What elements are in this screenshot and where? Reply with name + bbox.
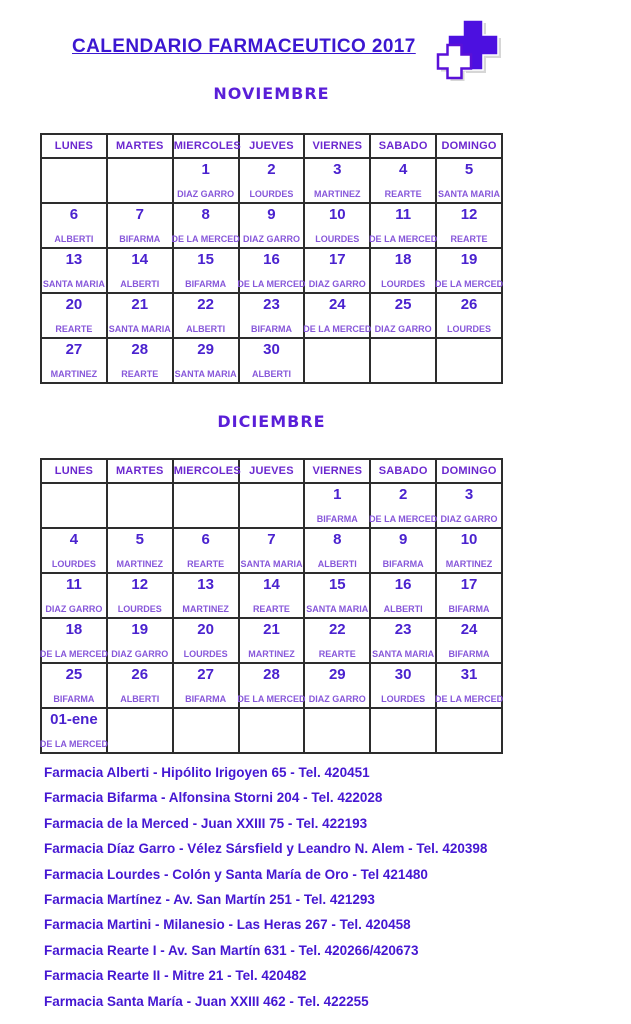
calendar-cell <box>41 203 107 248</box>
pharmacy-name: BIFARMA <box>316 514 358 524</box>
calendar-cell <box>107 293 173 338</box>
weekday-header: JUEVES <box>239 134 305 158</box>
calendar-cell <box>41 528 107 573</box>
calendar-cell <box>239 293 305 338</box>
pharmacy-name: REARTE <box>121 369 159 379</box>
day-number: 01-ene <box>50 711 98 728</box>
calendar-cell <box>107 338 173 383</box>
calendar-cell <box>107 483 173 528</box>
directory-entry: Farmacia Díaz Garro - Vélez Sársfield y Leandro N. Alem - Tel. 420398 <box>44 841 488 857</box>
pharmacy-cross-icon <box>430 12 502 89</box>
pharmacy-name: DE LA MERCED <box>39 649 109 659</box>
calendar-cell <box>436 573 502 618</box>
calendar-cell <box>107 158 173 203</box>
pharmacy-name: LOURDES <box>183 649 228 659</box>
day-number: 15 <box>197 251 214 268</box>
calendar-cell <box>436 618 502 663</box>
directory-entry: Farmacia Rearte II - Mitre 21 - Tel. 420482 <box>44 968 307 984</box>
pharmacy-name: DIAZ GARRO <box>177 189 235 199</box>
day-number: 4 <box>398 161 408 178</box>
day-number: 15 <box>328 576 346 593</box>
calendar-cell <box>370 203 436 248</box>
pharmacy-name: SANTA MARIA <box>108 324 171 334</box>
day-number: 28 <box>263 666 280 683</box>
calendar-table-noviembre <box>40 133 503 384</box>
pharmacy-name: ALBERTI <box>186 324 226 334</box>
day-number: 5 <box>464 161 474 178</box>
calendar-cell <box>304 248 370 293</box>
calendar-cell <box>436 248 502 293</box>
calendar-cell <box>173 203 239 248</box>
calendar-cell <box>370 573 436 618</box>
pharmacy-name: SANTA MARIA <box>306 604 369 614</box>
month-title-noviembre: NOVIEMBRE <box>213 84 330 103</box>
calendar-cell <box>173 338 239 383</box>
calendar-cell <box>304 483 370 528</box>
day-number: 26 <box>131 666 149 683</box>
pharmacy-name: DE LA MERCED <box>369 514 438 524</box>
calendar-cell <box>41 338 107 383</box>
pharmacy-name: DIAZ GARRO <box>45 604 103 614</box>
day-number: 29 <box>197 341 214 358</box>
day-number: 4 <box>69 531 79 548</box>
day-number: 11 <box>395 206 412 223</box>
day-number: 30 <box>263 341 280 358</box>
day-number: 24 <box>460 621 478 638</box>
calendar-cell <box>370 338 436 383</box>
day-number: 3 <box>333 161 342 178</box>
pharmacy-name: BIFARMA <box>119 234 161 244</box>
calendar-cell <box>239 708 305 753</box>
weekday-header: VIERNES <box>304 134 370 158</box>
pharmacy-name: REARTE <box>450 234 488 244</box>
pharmacy-name: BIFARMA <box>185 694 227 704</box>
day-number: 23 <box>394 621 412 638</box>
day-number: 23 <box>263 296 280 313</box>
day-number: 8 <box>333 531 342 548</box>
weekday-header: MIERCOLES <box>173 134 239 158</box>
calendar-cell <box>107 573 173 618</box>
calendar-cell <box>41 708 107 753</box>
calendar-cell <box>436 708 502 753</box>
calendar-cell <box>41 293 107 338</box>
pharmacy-name: ALBERTI <box>120 279 160 289</box>
day-number: 25 <box>65 666 83 683</box>
calendar-cell <box>41 158 107 203</box>
calendar-cell <box>436 528 502 573</box>
pharmacy-name: MARTINEZ <box>50 369 98 379</box>
pharmacy-name: REARTE <box>384 189 422 199</box>
day-number: 6 <box>69 206 79 223</box>
pharmacy-name: DE LA MERCED <box>434 279 504 289</box>
calendar-cell <box>304 573 370 618</box>
pharmacy-name: BIFARMA <box>53 694 95 704</box>
calendar-cell <box>173 573 239 618</box>
calendar-cell <box>41 248 107 293</box>
directory-entry: Farmacia Bifarma - Alfonsina Storni 204 - Tel. 422028 <box>44 790 383 806</box>
weekday-header: DOMINGO <box>436 459 502 483</box>
calendar-cell <box>173 618 239 663</box>
calendar-cell <box>107 618 173 663</box>
pharmacy-name: DIAZ GARRO <box>308 694 366 704</box>
month-title-diciembre: DICIEMBRE <box>217 412 326 431</box>
pharmacy-name: MARTINEZ <box>182 604 229 614</box>
day-number: 21 <box>263 621 280 638</box>
day-number: 13 <box>65 251 83 268</box>
calendar-cell <box>436 338 502 383</box>
day-number: 31 <box>460 666 478 683</box>
directory-entry: Farmacia Lourdes - Colón y Santa María de Oro - Tel 421480 <box>44 866 428 882</box>
day-number: 25 <box>394 296 412 313</box>
pharmacy-name: DIAZ GARRO <box>242 234 300 244</box>
day-number: 12 <box>131 576 149 593</box>
calendar-cell <box>436 483 502 528</box>
pharmacy-name: DE LA MERCED <box>303 324 372 334</box>
pharmacy-name: LOURDES <box>249 189 294 199</box>
calendar-cell <box>239 158 305 203</box>
weekday-header: SABADO <box>370 134 436 158</box>
calendar-cell <box>41 618 107 663</box>
pharmacy-name: BIFARMA <box>250 324 292 334</box>
weekday-header: MIERCOLES <box>173 459 239 483</box>
day-number: 18 <box>394 251 412 268</box>
pharmacy-name: LOURDES <box>447 324 492 334</box>
calendar-cell <box>173 708 239 753</box>
directory-entry: Farmacia de la Merced - Juan XXIII 75 - Tel. 422193 <box>44 815 368 831</box>
pharmacy-name: DIAZ GARRO <box>111 649 169 659</box>
day-number: 24 <box>328 296 346 313</box>
day-number: 17 <box>460 576 478 593</box>
calendar-cell <box>304 158 370 203</box>
day-number: 5 <box>135 531 144 548</box>
pharmacy-name: BIFARMA <box>448 649 490 659</box>
day-number: 9 <box>267 206 276 223</box>
calendar-cell <box>436 663 502 708</box>
pharmacy-name: DE LA MERCED <box>369 234 438 244</box>
day-number: 16 <box>263 251 280 268</box>
day-number: 17 <box>328 251 346 268</box>
directory-entry: Farmacia Alberti - Hipólito Irigoyen 65 - Tel. 420451 <box>44 765 370 780</box>
calendar-cell <box>239 573 305 618</box>
calendar-cell <box>370 483 436 528</box>
pharmacy-name: ALBERTI <box>120 694 160 704</box>
calendar-cell <box>370 528 436 573</box>
calendar-cell <box>304 338 370 383</box>
pharmacy-name: DE LA MERCED <box>39 739 109 749</box>
day-number: 1 <box>201 161 210 178</box>
calendar-cell <box>436 293 502 338</box>
day-number: 21 <box>131 296 149 313</box>
calendar-cell <box>173 483 239 528</box>
pharmacy-name: ALBERTI <box>383 604 423 614</box>
day-number: 26 <box>460 296 478 313</box>
calendar-cell <box>239 663 305 708</box>
day-number: 29 <box>328 666 346 683</box>
calendar-cell <box>370 663 436 708</box>
pharmacy-name: ALBERTI <box>251 369 291 379</box>
day-number: 6 <box>201 531 210 548</box>
day-number: 16 <box>394 576 412 593</box>
pharmacy-name: BIFARMA <box>448 604 490 614</box>
weekday-header: DOMINGO <box>436 134 502 158</box>
calendar-cell <box>304 663 370 708</box>
day-number: 10 <box>460 531 478 548</box>
calendar-cell <box>239 203 305 248</box>
weekday-header: SABADO <box>370 459 436 483</box>
directory-entry: Farmacia Rearte I - Av. San Martín 631 - Tel. 420266/420673 <box>44 942 419 958</box>
pharmacy-name: ALBERTI <box>317 559 357 569</box>
day-number: 19 <box>131 621 149 638</box>
directory-entry: Farmacia Martínez - Av. San Martín 251 - Tel. 421293 <box>44 892 375 908</box>
pharmacy-name: REARTE <box>318 649 356 659</box>
pharmacy-name: SANTA MARIA <box>438 189 501 199</box>
day-number: 22 <box>197 296 214 313</box>
directory-entry: Farmacia Martini - Milanesio - Las Heras 267 - Tel. 420458 <box>44 917 411 933</box>
calendar-cell <box>107 528 173 573</box>
day-number: 27 <box>65 341 83 358</box>
day-number: 1 <box>333 486 342 503</box>
calendar-cell <box>173 158 239 203</box>
pharmacy-name: LOURDES <box>51 559 96 569</box>
day-number: 27 <box>197 666 214 683</box>
pharmacy-name: DE LA MERCED <box>171 234 240 244</box>
calendar-cell <box>436 203 502 248</box>
pharmacy-name: MARTINEZ <box>116 559 164 569</box>
day-number: 2 <box>398 486 408 503</box>
pharmacy-name: DIAZ GARRO <box>308 279 366 289</box>
day-number: 2 <box>267 161 276 178</box>
calendar-cell <box>436 158 502 203</box>
calendar-cell <box>41 483 107 528</box>
day-number: 12 <box>460 206 478 223</box>
calendar-cell <box>41 663 107 708</box>
day-number: 19 <box>460 251 478 268</box>
pharmacy-name: DIAZ GARRO <box>374 324 432 334</box>
pharmacy-name: SANTA MARIA <box>372 649 435 659</box>
calendar-cell <box>107 248 173 293</box>
calendar-cell <box>304 528 370 573</box>
pharmacy-name: REARTE <box>55 324 93 334</box>
calendar-cell <box>370 158 436 203</box>
calendar-cell <box>107 203 173 248</box>
day-number: 14 <box>131 251 149 268</box>
calendar-cell <box>173 663 239 708</box>
pharmacy-directory <box>44 760 625 1014</box>
day-number: 3 <box>464 486 474 503</box>
pharmacy-name: SANTA MARIA <box>240 559 303 569</box>
calendar-cell <box>304 708 370 753</box>
weekday-header: JUEVES <box>239 459 305 483</box>
day-number: 7 <box>267 531 276 548</box>
calendar-cell <box>370 708 436 753</box>
calendar-cell <box>239 338 305 383</box>
calendar-cell <box>370 618 436 663</box>
calendar-cell <box>173 248 239 293</box>
calendar-table-diciembre <box>40 458 503 754</box>
calendar-cell <box>304 618 370 663</box>
calendar-cell <box>370 293 436 338</box>
pharmacy-name: BIFARMA <box>185 279 227 289</box>
pharmacy-name: BIFARMA <box>382 559 424 569</box>
weekday-header: VIERNES <box>304 459 370 483</box>
day-number: 9 <box>398 531 408 548</box>
day-number: 14 <box>263 576 280 593</box>
day-number: 10 <box>328 206 346 223</box>
pharmacy-name: LOURDES <box>117 604 162 614</box>
calendar-cell <box>239 248 305 293</box>
pharmacy-name: REARTE <box>187 559 225 569</box>
calendar-cell <box>239 483 305 528</box>
day-number: 8 <box>201 206 210 223</box>
pharmacy-name: LOURDES <box>315 234 360 244</box>
pharmacy-name: ALBERTI <box>54 234 94 244</box>
day-number: 28 <box>131 341 149 358</box>
day-number: 30 <box>394 666 412 683</box>
weekday-header: MARTES <box>107 134 173 158</box>
day-number: 13 <box>197 576 214 593</box>
day-number: 7 <box>135 206 144 223</box>
day-number: 22 <box>328 621 346 638</box>
pharmacy-name: DE LA MERCED <box>434 694 504 704</box>
day-number: 20 <box>65 296 83 313</box>
day-number: 18 <box>65 621 83 638</box>
pharmacy-name: MARTINEZ <box>445 559 493 569</box>
calendar-cell <box>107 708 173 753</box>
page-title: CALENDARIO FARMACEUTICO 2017 <box>72 36 416 57</box>
pharmacy-name: DE LA MERCED <box>237 279 306 289</box>
weekday-header: MARTES <box>107 459 173 483</box>
pharmacy-name: MARTINEZ <box>248 649 295 659</box>
weekday-header: LUNES <box>41 134 107 158</box>
calendar-cell <box>370 248 436 293</box>
calendar-cell <box>304 293 370 338</box>
calendar-cell <box>239 618 305 663</box>
directory-entry: Farmacia Santa María - Juan XXIII 462 - Tel. 422255 <box>44 993 369 1009</box>
pharmacy-name: LOURDES <box>381 279 426 289</box>
calendar-cell <box>41 573 107 618</box>
pharmacy-name: DIAZ GARRO <box>440 514 498 524</box>
calendar-cell <box>173 528 239 573</box>
pharmacy-name: SANTA MARIA <box>174 369 237 379</box>
calendar-cell <box>173 293 239 338</box>
pharmacy-name: DE LA MERCED <box>237 694 306 704</box>
calendar-cell <box>304 203 370 248</box>
pharmacy-name: LOURDES <box>381 694 426 704</box>
day-number: 11 <box>65 576 82 593</box>
calendar-cell <box>107 663 173 708</box>
day-number: 20 <box>197 621 214 638</box>
calendar-cell <box>239 528 305 573</box>
pharmacy-name: MARTINEZ <box>314 189 361 199</box>
weekday-header: LUNES <box>41 459 107 483</box>
pharmacy-name: REARTE <box>252 604 290 614</box>
pharmacy-name: SANTA MARIA <box>42 279 105 289</box>
